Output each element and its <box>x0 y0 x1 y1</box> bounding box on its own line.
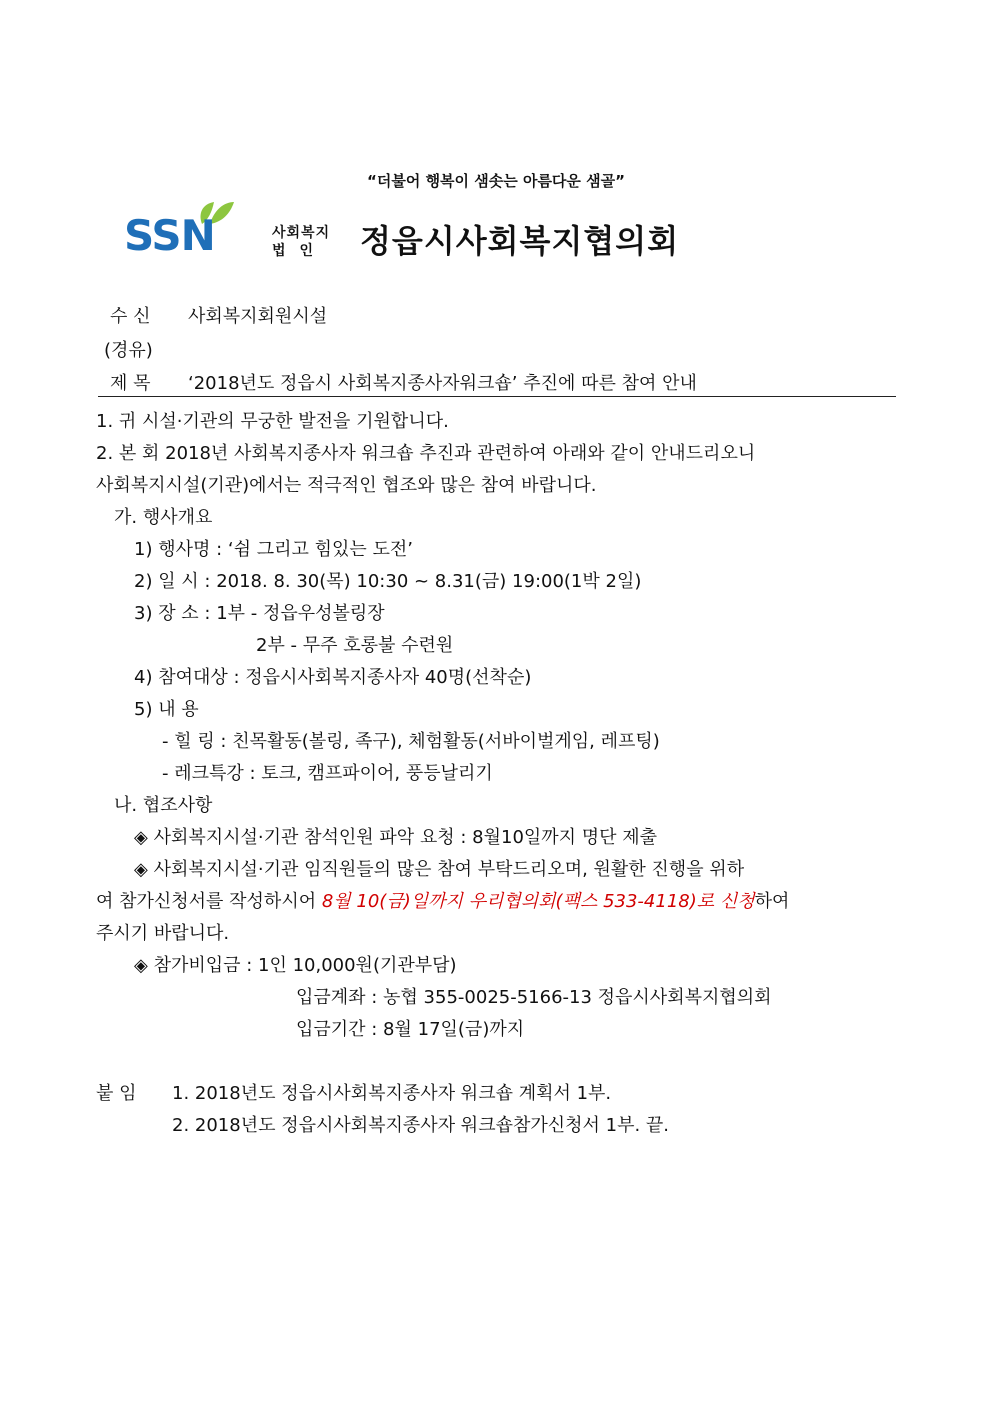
cooperation-2-pre: 여 참가신청서를 작성하시어 <box>96 891 322 912</box>
event-content-heading: 5) 내 용 <box>134 699 199 720</box>
org-name: 정읍시사회복지협의회 <box>360 222 680 260</box>
deadline-highlight: 8월 10(금)일까지 우리협의회(팩스 533-4118)로 신청 <box>321 891 755 912</box>
subject-label: 제 목 <box>110 373 151 394</box>
event-content-recreation: - 레크특강 : 토크, 캠프파이어, 풍등날리기 <box>162 763 493 784</box>
section-b-heading: 나. 협조사항 <box>114 795 213 816</box>
recipient-label: 수 신 <box>110 306 151 327</box>
attachment-2: 2. 2018년도 정읍시사회복지종사자 워크숍참가신청서 1부. 끝. <box>172 1115 670 1136</box>
cooperation-2-line-2 <box>96 887 789 913</box>
section-a-heading: 가. 행사개요 <box>114 507 213 528</box>
payment-period: 입금기간 : 8월 17일(금)까지 <box>296 1019 525 1040</box>
event-target: 4) 참여대상 : 정읍시사회복지종사자 40명(선착순) <box>134 667 532 688</box>
cooperation-1: ◈ 사회복지시설·기관 참석인원 파악 요청 : 8월10일까지 명단 제출 <box>134 827 658 848</box>
logo-text: SSN <box>124 211 215 260</box>
paragraph-1: 1. 귀 시설·기관의 무궁한 발전을 기원합니다. <box>96 411 449 432</box>
corp-label-top: 사회복지 <box>272 225 331 241</box>
event-name: 1) 행사명 : ‘쉼 그리고 힘있는 도전’ <box>134 539 413 560</box>
slogan: “더불어 행복이 샘솟는 아름다운 샘골” <box>367 172 625 190</box>
event-date: 2) 일 시 : 2018. 8. 30(목) 10:30 ~ 8.31(금) 19:00(1박 2일) <box>134 571 642 592</box>
paragraph-2-line-1: 2. 본 회 2018년 사회복지종사자 워크숍 추진과 관련하여 아래와 같이 안내드리오니 <box>96 443 756 464</box>
event-venue: 3) 장 소 : 1부 - 정읍우성볼링장 <box>134 603 385 624</box>
attachment-label: 붙 임 <box>96 1083 137 1104</box>
header-divider <box>98 396 896 397</box>
recipient: 사회복지회원시설 <box>188 306 328 327</box>
fee: ◈ 참가비입금 : 1인 10,000원(기관부담) <box>134 955 457 976</box>
via-label: (경유) <box>104 340 153 361</box>
event-venue-2: 2부 - 무주 호롱불 수련원 <box>256 635 454 656</box>
corp-label-bottom: 법인 <box>272 243 328 259</box>
event-content-healing: - 힐 링 : 친목활동(볼링, 족구), 체험활동(서바이벌게임, 레프팅) <box>162 731 660 752</box>
cooperation-2-line-1: ◈ 사회복지시설·기관 임직원들의 많은 참여 부탁드리오며, 원활한 진행을 위하 <box>134 859 745 880</box>
paragraph-2-line-2: 사회복지시설(기관)에서는 적극적인 협조와 많은 참여 바랍니다. <box>96 475 597 496</box>
bank-account: 입금계좌 : 농협 355-0025-5166-13 정읍시사회복지협의회 <box>296 987 772 1008</box>
cooperation-2-line-3: 주시기 바랍니다. <box>96 923 230 944</box>
subject: ‘2018년도 정읍시 사회복지종사자워크숍’ 추진에 따른 참여 안내 <box>188 373 697 394</box>
cooperation-2-post: 하여 <box>754 891 790 912</box>
attachment-1: 1. 2018년도 정읍시사회복지종사자 워크숍 계획서 1부. <box>172 1083 612 1104</box>
